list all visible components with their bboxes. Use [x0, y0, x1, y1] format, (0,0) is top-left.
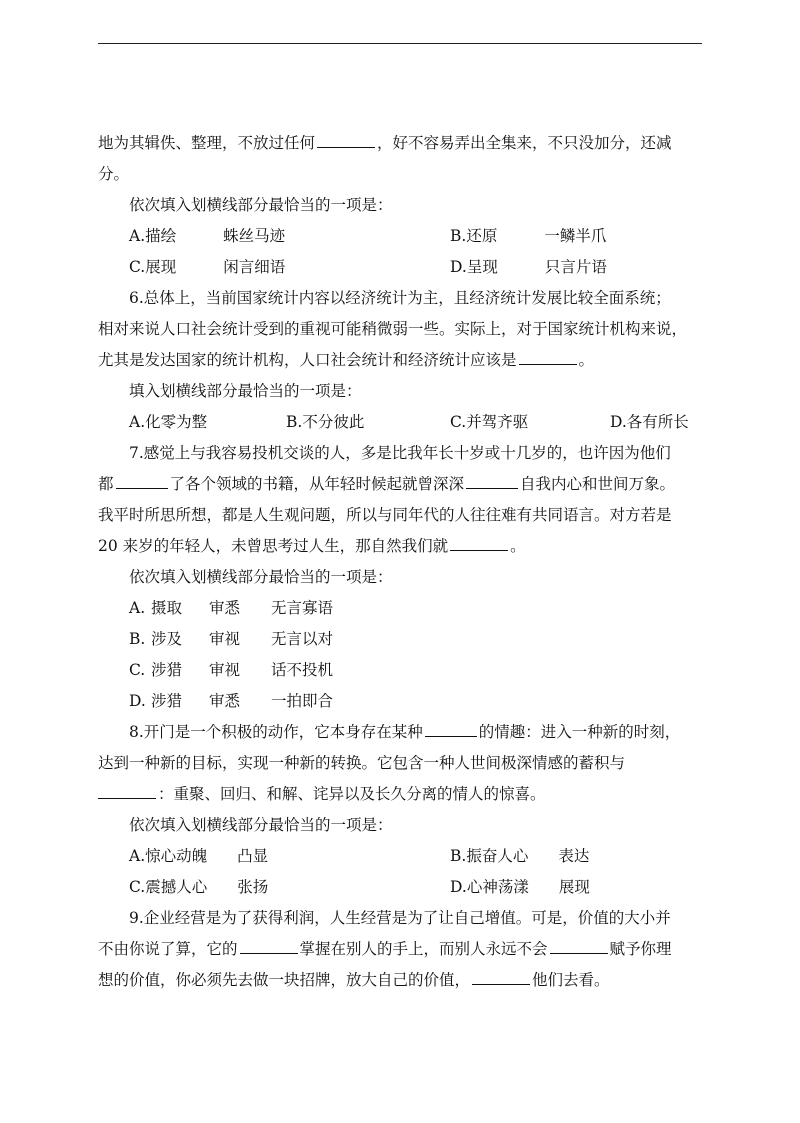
q8-prompt: 依次填入划横线部分最恰当的一项是：: [129, 816, 393, 834]
question-7: [98, 438, 702, 717]
q5-options-row-2: [98, 252, 702, 283]
answer-blank: [317, 131, 375, 148]
answer-blank: [240, 937, 298, 954]
question-5-tail: [98, 128, 702, 283]
q8-line-2: 达到一种新的目标，实现一种新的转换。它包含一种人世间极深情感的蓄积与: [98, 754, 626, 772]
q7-line-3: 我平时所思所想，都是人生观问题，所以与同年代的人往往难有共同语言。对方若是: [98, 506, 672, 524]
answer-blank: [98, 782, 156, 799]
q5-prompt: 依次填入划横线部分最恰当的一项是：: [129, 196, 393, 214]
q7-prompt: 依次填入划横线部分最恰当的一项是：: [129, 568, 393, 586]
q6-options-row: [98, 407, 702, 438]
q7-option-a: A. 摄取 审悉 无言寡语: [129, 599, 334, 617]
answer-blank: [450, 534, 508, 551]
answer-blank: [425, 720, 477, 737]
answer-blank: [466, 472, 518, 489]
answer-blank: [519, 348, 577, 365]
q9-line-1: 9.企业经营是为了获得利润，人生经营是为了让自己增值。可是，价值的大小并: [129, 909, 671, 927]
q7-line-4: 20 来岁的年轻人，未曾思考过人生，那自然我们就 。: [98, 531, 702, 562]
question-9: [98, 903, 702, 996]
answer-blank: [472, 968, 530, 985]
q8-options-row-2: [98, 872, 702, 903]
q5-line-2: 分。: [98, 165, 130, 183]
question-8: [98, 717, 702, 903]
q6-option-c: C.并驾齐驱: [450, 413, 529, 431]
q5-option-b: B.还原 一鳞半爪: [450, 227, 607, 245]
q7-option-b: B. 涉及 审视 无言以对: [129, 630, 334, 648]
q8-option-c: C.震撼人心 张扬: [129, 878, 269, 896]
q8-option-a: A.惊心动魄 凸显: [129, 847, 269, 865]
q9-line-2: 不由你说了算，它的 掌握在别人的手上，而别人永远不会 赋予你理: [98, 934, 702, 965]
q6-prompt: 填入划横线部分最恰当的一项是：: [129, 382, 362, 400]
q7-option-c: C. 涉猎 审视 话不投机: [129, 661, 334, 679]
q5-option-a: A.描绘 蛛丝马迹: [129, 227, 286, 245]
q7-line-2: 都 了各个领域的书籍，从年轻时候起就曾深深 自我内心和世间万象。: [98, 469, 702, 500]
q6-option-d: D.各有所长: [610, 413, 689, 431]
q6-line-1: 6.总体上，当前国家统计内容以经济统计为主，且经济统计发展比较全面系统；: [129, 289, 671, 307]
q8-option-b: B.振奋人心 表达: [450, 847, 590, 865]
q8-options-row-1: [98, 841, 702, 872]
q6-option-b: B.不分彼此: [286, 413, 365, 431]
q6-line-3: 尤其是发达国家的统计机构，人口社会统计和经济统计应该是 。: [98, 345, 702, 376]
question-6: [98, 283, 702, 438]
q8-line-3: ：重聚、回归、和解、诧异以及长久分离的情人的惊喜。: [98, 779, 702, 810]
header-rule: [98, 43, 702, 44]
q8-option-d: D.心神荡漾 展现: [450, 878, 590, 896]
q5-options-row-1: [98, 221, 702, 252]
q5-option-d: D.呈现 只言片语: [450, 258, 607, 276]
q9-line-3: 想的价值，你必须先去做一块招牌，放大自己的价值， 他们去看。: [98, 965, 702, 996]
answer-blank: [116, 472, 168, 489]
q6-option-a: A.化零为整: [129, 413, 208, 431]
q6-line-2: 相对来说人口社会统计受到的重视可能稍微弱一些。实际上，对于国家统计机构来说，: [98, 320, 688, 338]
q7-line-1: 7.感觉上与我容易投机交谈的人，多是比我年长十岁或十几岁的，也许因为他们: [129, 444, 671, 462]
q5-option-c: C.展现 闲言细语: [129, 258, 286, 276]
document-body: [98, 128, 702, 996]
q8-line-1: 8.开门是一个积极的动作，它本身存在某种 的情趣：进入一种新的时刻，: [98, 717, 702, 748]
q7-option-d: D. 涉猎 审悉 一拍即合: [129, 692, 334, 710]
answer-blank: [550, 937, 608, 954]
q5-line-1: 地为其辑佚、整理，不放过任何 ，好不容易弄出全集来，不只没加分，还减: [98, 128, 702, 159]
